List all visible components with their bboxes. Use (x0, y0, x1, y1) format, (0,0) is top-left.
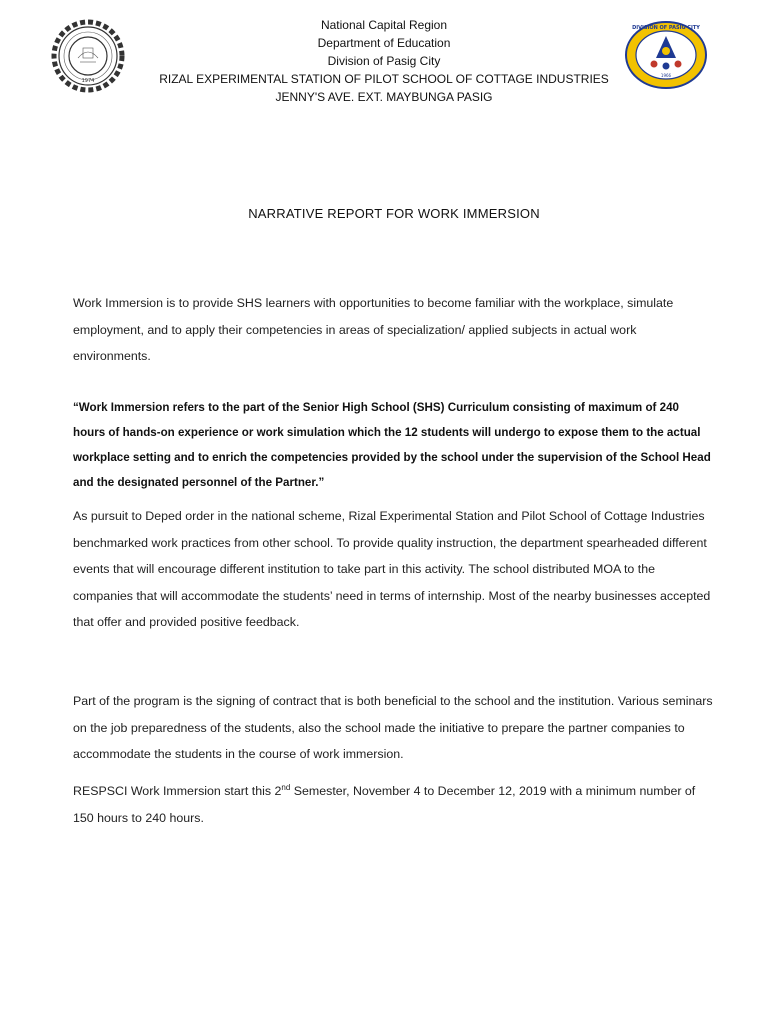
header-address: JENNY'S AVE. EXT. MAYBUNGA PASIG (275, 90, 493, 104)
division-year: 1966 (660, 73, 672, 78)
paragraph-schedule (73, 778, 713, 831)
header-division: Division of Pasig City (327, 54, 441, 68)
paragraph-definition-quote: “Work Immersion refers to the part of the Senior High School (SHS) Curriculum consisting of maximum of 240 hours of hands-on experience or work simulation which the 12 students will undergo to expose them to the actual workplace setting and to enrich the competencies provided by the school under the supervision of the School Head and the designated personnel of the Partner.” (73, 401, 711, 489)
paragraph-deped-order: As pursuit to Deped order in the national scheme, Rizal Experimental Station and Pilot School of Cottage Industries benchmarked work practices from other school. To provide quality instruction, the department spearheaded different events that will encourage different institution to take part in this activity. The school distributed MOA to the companies that will accommodate the students’ need in terms of internship. Most of the nearby businesses accepted that offer and provided positive feedback. (73, 509, 711, 629)
school-seal-logo (50, 18, 126, 94)
letterhead (140, 16, 628, 106)
schedule-text-start: RESPSCI Work Immersion start this 2 (73, 784, 282, 798)
schedule-text-end: Semester, November 4 to December 12, 2019 with a minimum number of 150 hours to 240 hours. (73, 784, 696, 825)
paragraph-program: Part of the program is the signing of contract that is both beneficial to the school and the institution. Various seminars on the job preparedness of the students, also the school made the initiative to prepare the partner companies to accommodate the students in the course of work immersion. (73, 694, 713, 761)
division-logo (624, 20, 708, 90)
header-region: National Capital Region (320, 18, 448, 32)
header-department: Department of Education (317, 36, 451, 50)
paragraph-intro: Work Immersion is to provide SHS learners with opportunities to become familiar with the workplace, simulate employment, and to apply their competencies in areas of specialization/ applied subjects in actual work environments. (73, 296, 674, 363)
header-school-name: RIZAL EXPERIMENTAL STATION OF PILOT SCHOOL OF COTTAGE INDUSTRIES (159, 72, 609, 86)
ordinal-suffix: nd (281, 782, 291, 792)
seal-year: 1974 (81, 78, 95, 84)
division-name: DIVISION OF PASIG CITY (632, 25, 700, 31)
report-title: NARRATIVE REPORT FOR WORK IMMERSION (248, 206, 540, 221)
